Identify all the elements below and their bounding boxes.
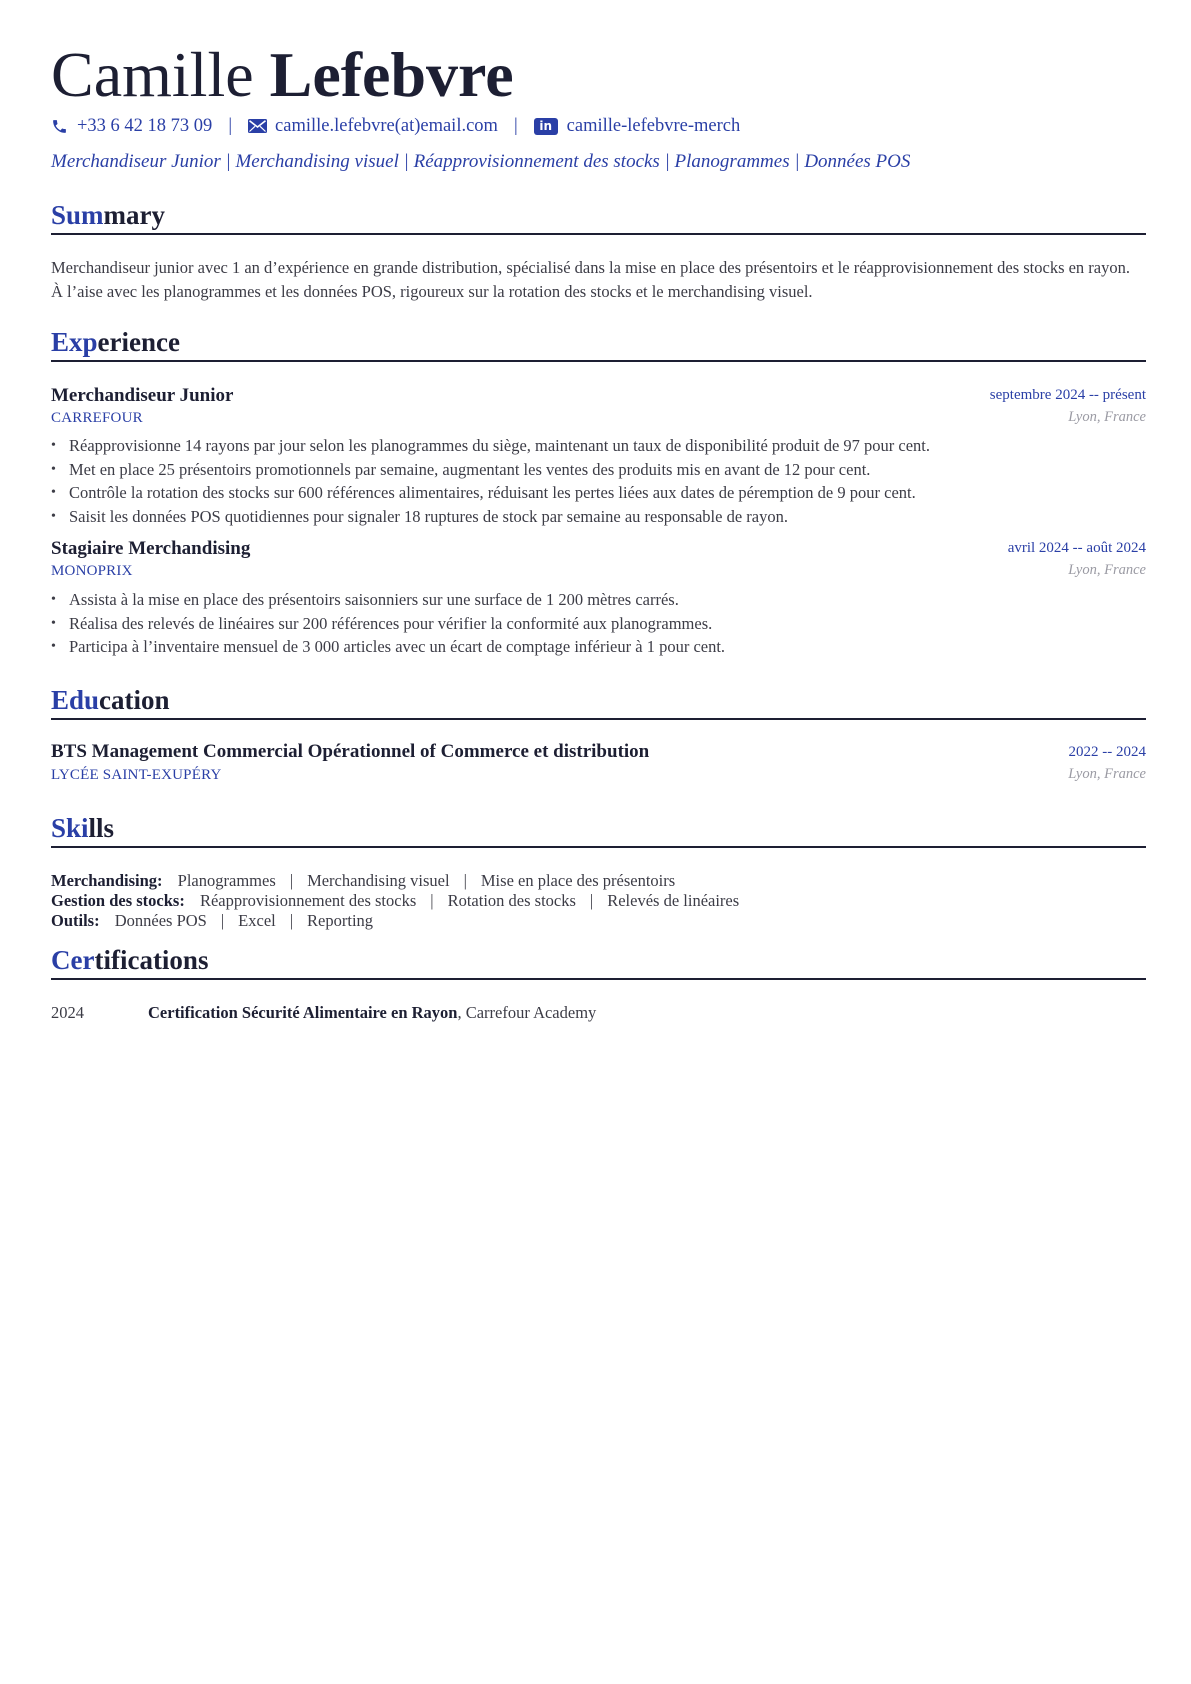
section-title-accent: Edu <box>51 685 100 715</box>
skill-item: Réapprovisionnement des stocks <box>199 891 417 910</box>
section-divider <box>51 718 1146 720</box>
section-title-accent: Exp <box>51 327 98 357</box>
skill-row <box>51 871 675 891</box>
separator: | <box>289 911 294 930</box>
skill-row <box>51 891 739 911</box>
certification-issuer: , Carrefour Academy <box>457 1003 597 1022</box>
section-title-rest: lls <box>88 813 115 843</box>
section-title-education <box>51 684 170 716</box>
separator: | <box>289 871 294 890</box>
job-bullets <box>51 588 1146 659</box>
school-name: LYCÉE SAINT-EXUPÉRY <box>51 767 222 783</box>
job-location: Lyon, France <box>1068 562 1146 578</box>
section-divider <box>51 233 1146 235</box>
skill-category: Merchandising: <box>51 871 163 890</box>
section-divider <box>51 978 1146 980</box>
first-name: Camille <box>51 39 254 110</box>
skill-row <box>51 911 373 931</box>
education-location: Lyon, France <box>1068 766 1146 782</box>
section-title-rest: erience <box>97 327 180 357</box>
list-item: • Saisit les données POS quotidiennes pour signaler 18 ruptures de stock par semaine au responsable de rayon. <box>51 505 1146 529</box>
skill-item: Excel <box>238 911 276 930</box>
section-title-skills <box>51 812 114 844</box>
section-title-accent: Cer <box>51 945 95 975</box>
list-item: • Contrôle la rotation des stocks sur 600 références alimentaires, réduisant les pertes liées aux dates de péremption de 9 pour cent. <box>51 481 1146 505</box>
certification-name: Certification Sécurité Alimentaire en Rayon <box>148 1003 458 1022</box>
list-item: • Réapprovisionne 14 rayons par jour selon les planogrammes du siège, maintenant un taux de disponibilité produit de 97 pour cent. <box>51 434 1146 458</box>
skill-item: Données POS <box>114 911 207 930</box>
skill-item: Mise en place des présentoirs <box>480 871 676 890</box>
section-divider <box>51 846 1146 848</box>
skill-category: Outils: <box>51 911 100 930</box>
section-title-accent: Sum <box>51 200 104 230</box>
education-dates: 2022 -- 2024 <box>1068 744 1146 760</box>
list-item: • Réalisa des relevés de linéaires sur 200 références pour vérifier la conformité aux planogrammes. <box>51 612 1146 636</box>
section-title-rest: mary <box>103 200 166 230</box>
list-item: • Met en place 25 présentoirs promotionnels par semaine, augmentant les ventes des produits mis en avant de 12 pour cent. <box>51 458 1146 482</box>
headline: Merchandiseur Junior | Merchandising visuel | Réapprovisionnement des stocks | Planogrammes | Données POS <box>51 151 911 172</box>
section-title-accent: Ski <box>51 813 89 843</box>
job-dates: septembre 2024 -- présent <box>989 387 1146 403</box>
skill-item: Rotation des stocks <box>447 891 576 910</box>
summary-text: Merchandiseur junior avec 1 an d’expérience en grande distribution, spécialisé dans la mise en place des présentoirs et le réapprovisionnement des stocks en rayon. À l’aise avec les planogrammes et les données POS, rigoureux sur la rotation des stocks et le merchandising visuel. <box>51 258 1131 301</box>
linkedin-icon: in <box>534 118 558 135</box>
job-company: MONOPRIX <box>51 563 133 579</box>
separator: | <box>220 911 225 930</box>
skill-item: Planogrammes <box>177 871 276 890</box>
email-link[interactable]: camille.lefebvre(at)email.com <box>275 116 498 136</box>
skill-item: Merchandising visuel <box>307 871 450 890</box>
phone-icon <box>51 118 68 135</box>
separator: | <box>430 891 434 910</box>
linkedin-link[interactable]: camille-lefebvre-merch <box>566 116 741 136</box>
section-divider <box>51 360 1146 362</box>
certification-row <box>51 1003 596 1023</box>
job-location: Lyon, France <box>1068 409 1146 425</box>
envelope-icon <box>248 119 267 133</box>
section-title-summary <box>51 199 165 231</box>
separator: | <box>463 871 467 890</box>
degree-title: BTS Management Commercial Opérationnel of Commerce et distribution <box>51 741 650 762</box>
list-item: • Participa à l’inventaire mensuel de 3 000 articles avec un écart de comptage inférieur à 1 pour cent. <box>51 635 1146 659</box>
skill-item: Reporting <box>307 911 374 930</box>
list-item: • Assista à la mise en place des présentoirs saisonniers sur une surface de 1 200 mètres carrés. <box>51 588 1146 612</box>
section-title-experience <box>51 326 180 358</box>
candidate-name <box>51 38 514 112</box>
section-title-certifications <box>51 944 208 976</box>
phone-link[interactable]: +33 6 42 18 73 09 <box>77 116 213 136</box>
job-title: Merchandiseur Junior <box>51 385 234 406</box>
skill-item: Relevés de linéaires <box>607 891 740 910</box>
job-title: Stagiaire Merchandising <box>51 538 251 559</box>
last-name: Lefebvre <box>269 39 514 110</box>
separator: | <box>513 116 518 136</box>
job-bullets <box>51 434 1146 528</box>
contact-line <box>51 114 740 138</box>
certification-year: 2024 <box>51 1003 84 1022</box>
job-dates: avril 2024 -- août 2024 <box>1007 540 1146 556</box>
section-title-rest: cation <box>99 685 170 715</box>
separator: | <box>589 891 594 910</box>
skill-category: Gestion des stocks: <box>51 891 185 910</box>
section-title-rest: tifications <box>94 945 209 975</box>
separator: | <box>228 116 233 136</box>
job-company: CARREFOUR <box>51 410 143 426</box>
